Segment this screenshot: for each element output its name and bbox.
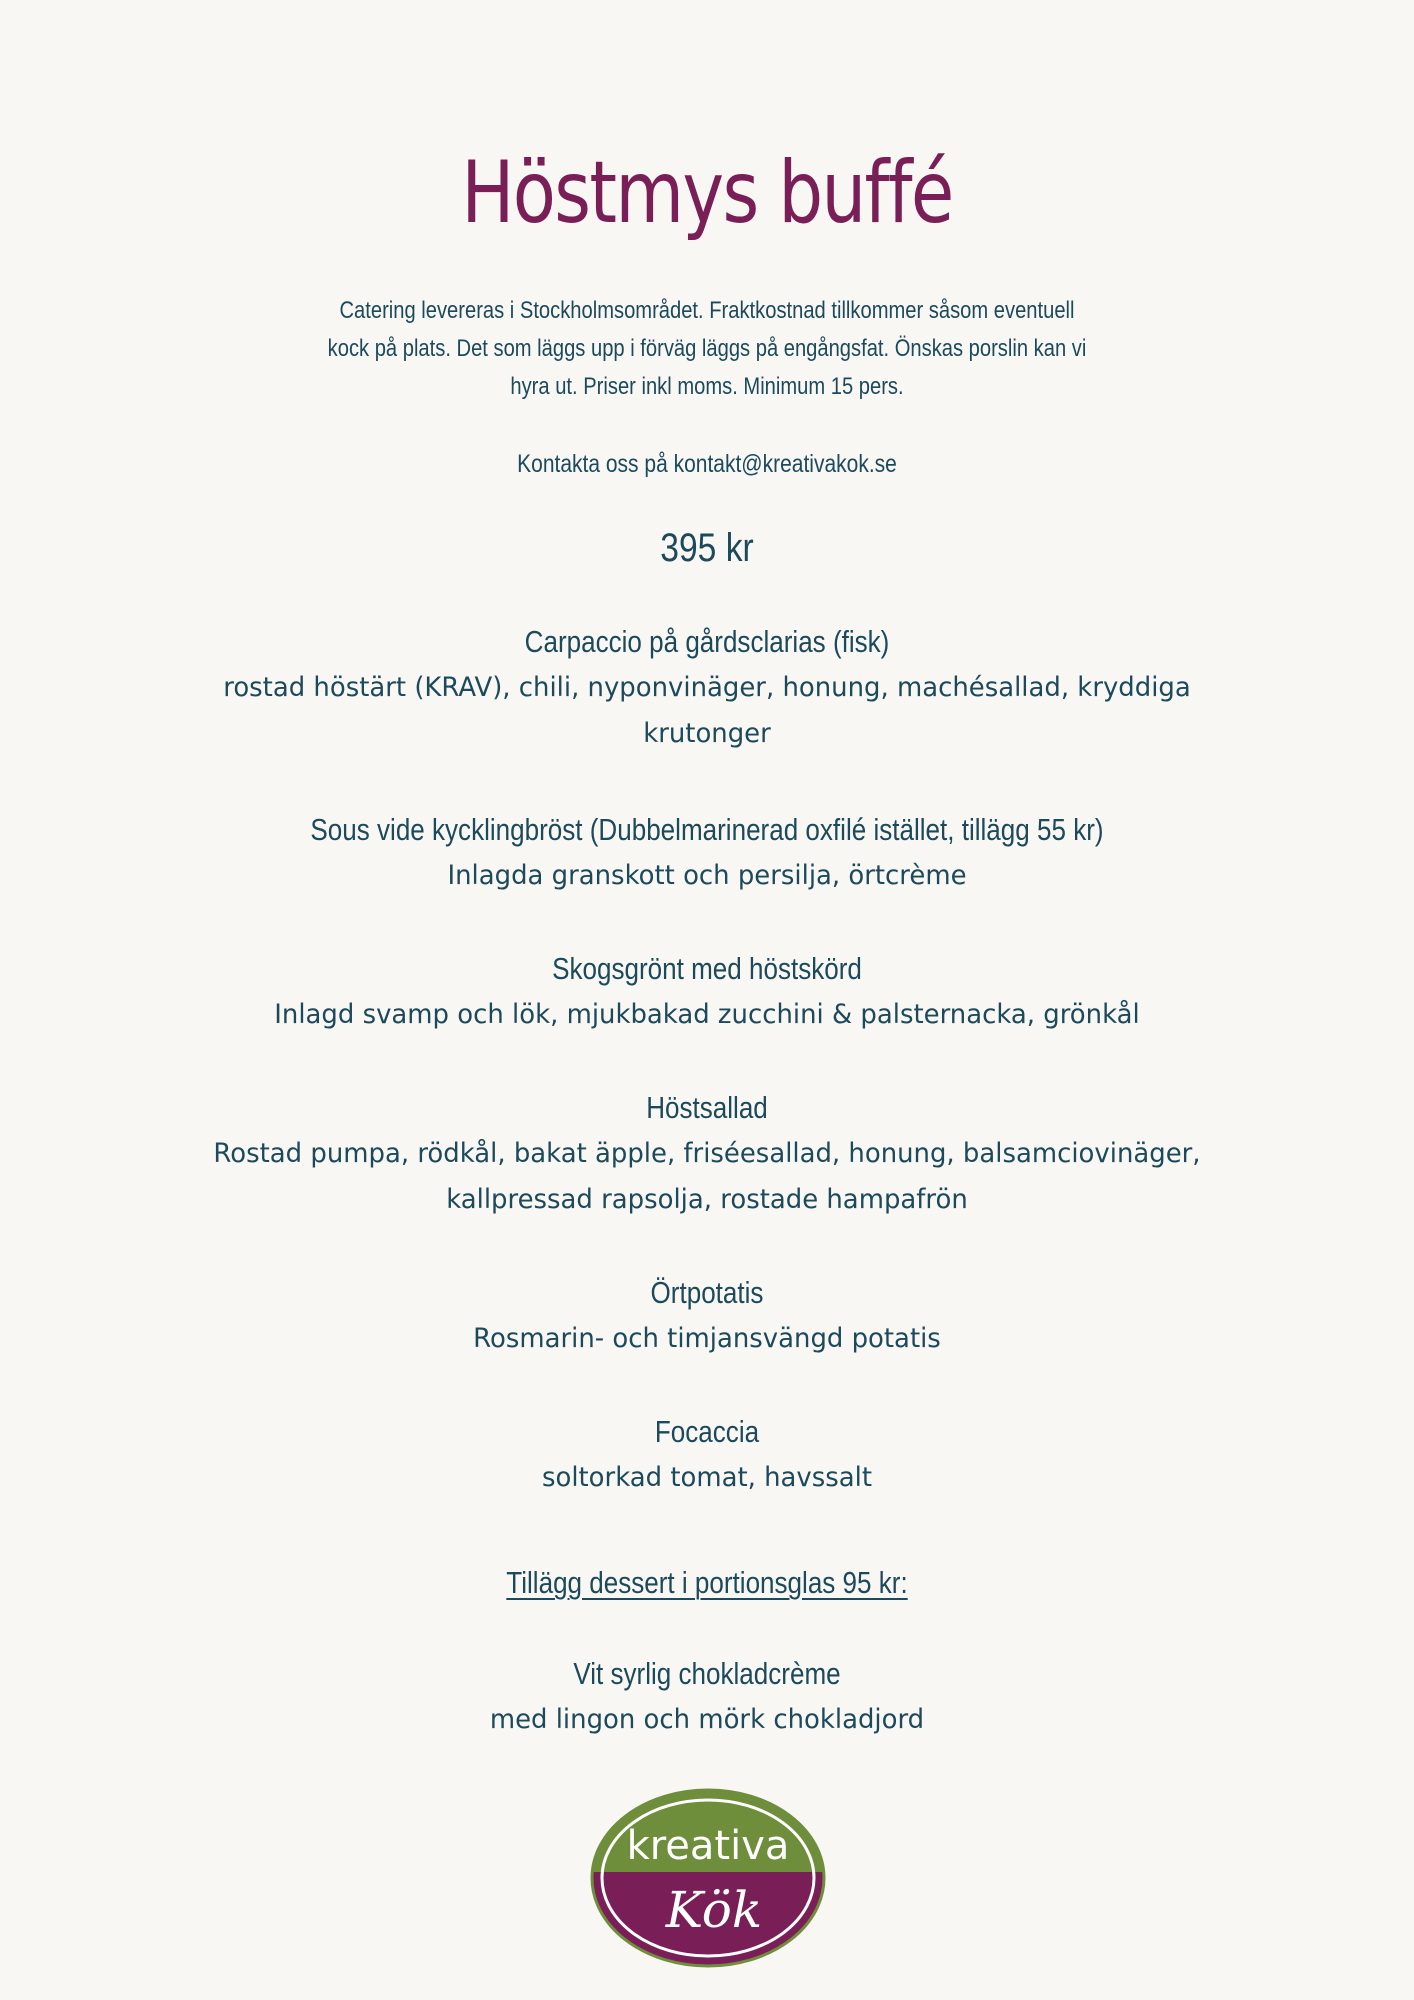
kreativa-kok-logo	[586, 1784, 830, 1972]
dish-description: rostad höstärt (KRAV), chili, nyponvinäger, honung, machésallad, kryddiga	[223, 672, 1191, 703]
dish-description: med lingon och mörk chokladjord	[489, 1704, 925, 1735]
dish-carpaccio	[140, 619, 1274, 757]
intro-text	[315, 292, 1100, 406]
logo-word-kok: Kök	[665, 1881, 763, 1939]
dish-description: Rosmarin- och timjansvängd potatis	[473, 1323, 941, 1354]
dish-hostsallad	[140, 1085, 1274, 1223]
dessert-heading: Tillägg dessert i portionsglas 95 kr:	[506, 1565, 908, 1600]
price-per-person: 395 kr	[660, 526, 754, 570]
dish-focaccia	[140, 1409, 1274, 1501]
dish-name: Skogsgrönt med höstskörd	[552, 951, 862, 986]
contact-line: Kontakta oss på kontakt@kreativakok.se	[517, 450, 897, 478]
dish-description: Inlagd svamp och lök, mjukbakad zucchini & palsternacka, grönkål	[274, 999, 1140, 1030]
page-title: Höstmys buffé	[461, 143, 953, 243]
intro-line: kock på plats. Det som läggs upp i förväg läggs på engångsfat. Önskas porslin kan vi	[327, 335, 1087, 362]
intro-line: hyra ut. Priser inkl moms. Minimum 15 pers.	[510, 373, 904, 400]
dish-name: Sous vide kycklingbröst (Dubbelmarinerad oxfilé istället, tillägg 55 kr)	[310, 812, 1104, 847]
dish-skogsgront	[140, 946, 1274, 1038]
dish-description: Inlagda granskott och persilja, örtcrème	[447, 860, 967, 891]
dish-name: Focaccia	[654, 1414, 760, 1449]
dish-dessert	[140, 1651, 1274, 1743]
dish-name: Vit syrlig chokladcrème	[573, 1656, 841, 1691]
logo-word-kreativa: kreativa	[626, 1823, 790, 1869]
dish-name: Höstsallad	[646, 1090, 768, 1125]
intro-line: Catering levereras i Stockholmsområdet. Fraktkostnad tillkommer såsom eventuell	[339, 297, 1075, 324]
dish-kyckling	[140, 807, 1274, 899]
dish-name: Carpaccio på gårdsclarias (fisk)	[524, 624, 890, 659]
dish-description: soltorkad tomat, havssalt	[541, 1462, 873, 1493]
dish-description: Rostad pumpa, rödkål, bakat äpple, friséesallad, honung, balsamciovinäger,	[213, 1138, 1201, 1169]
dish-description: kallpressad rapsolja, rostade hampafrön	[446, 1184, 968, 1215]
dish-description: krutonger	[643, 718, 771, 749]
dish-ortpotatis	[140, 1270, 1274, 1362]
dish-name: Örtpotatis	[650, 1275, 764, 1310]
